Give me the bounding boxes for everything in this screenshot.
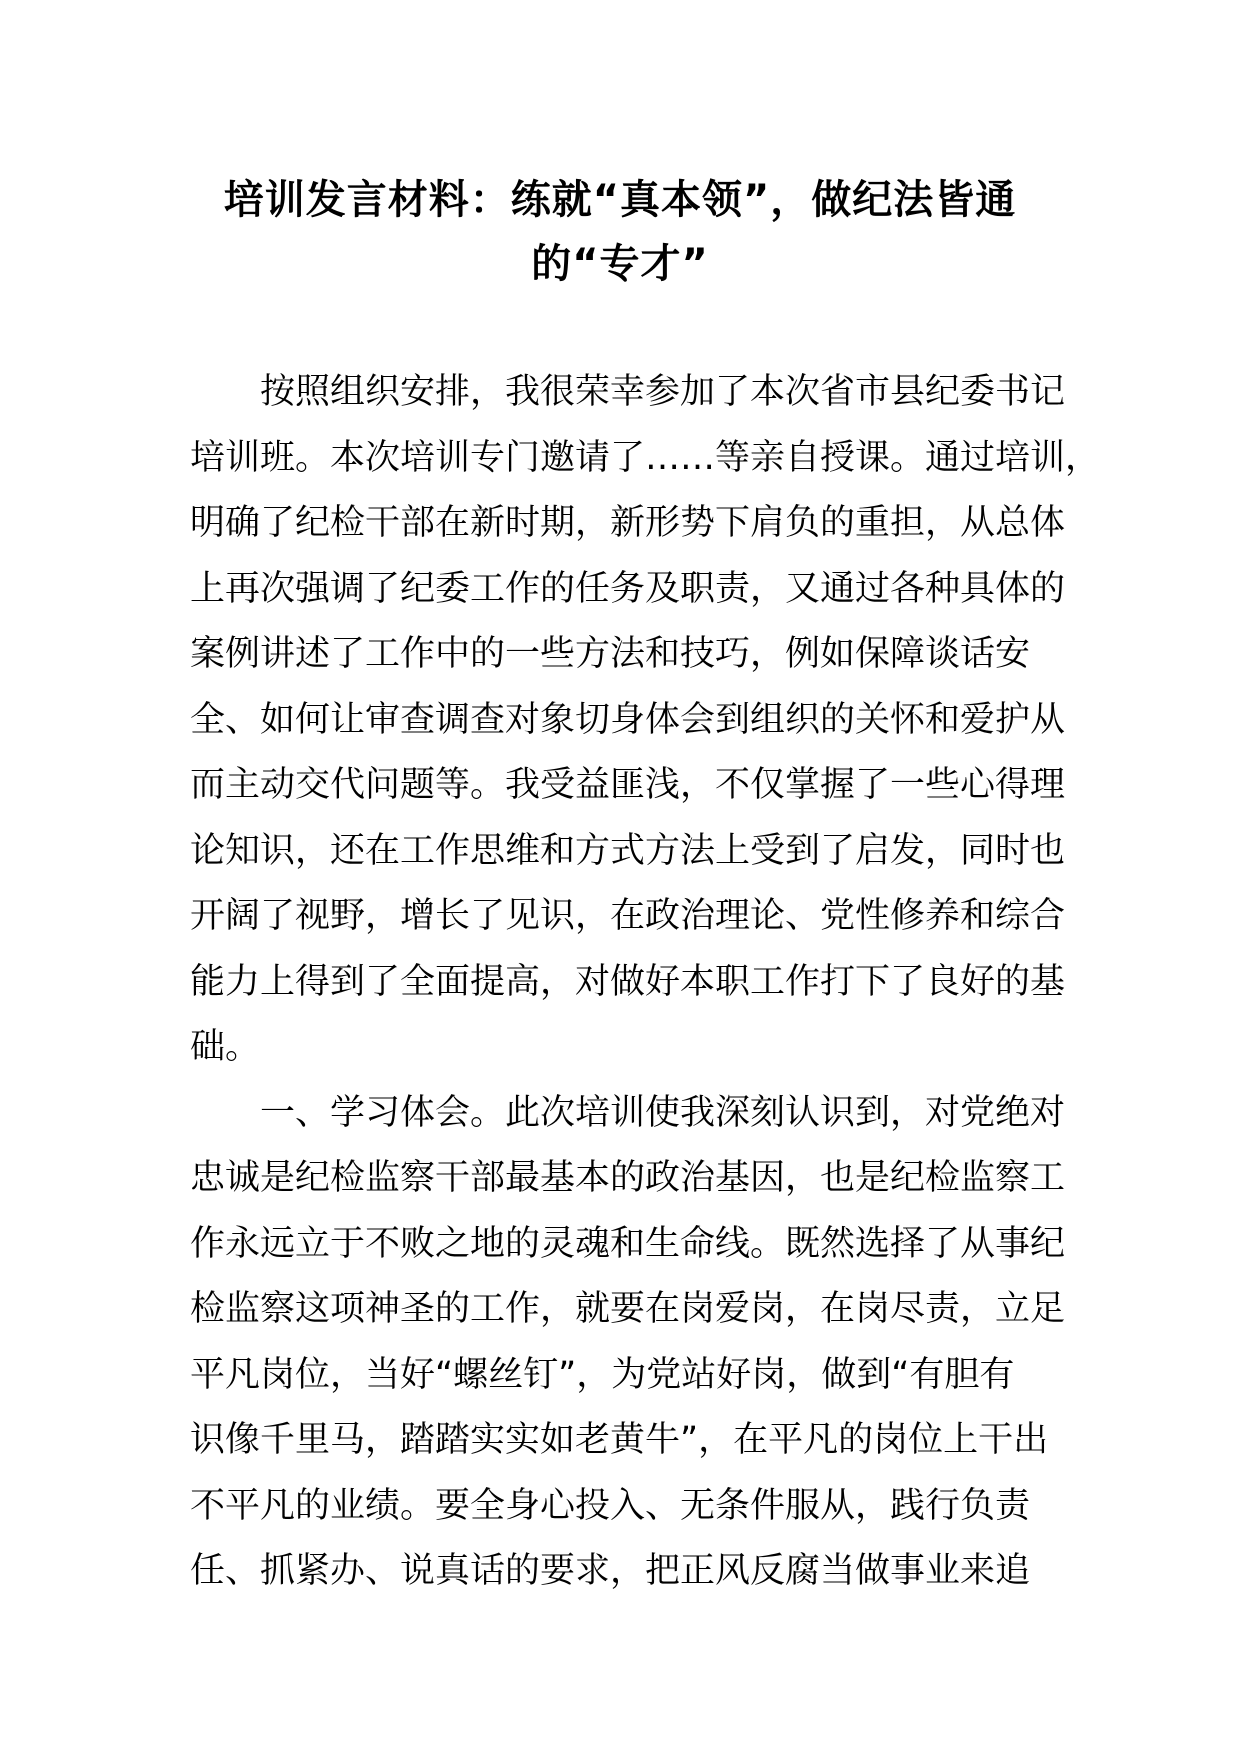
text-line: 任、抓紧办、说真话的要求，把正风反腐当做事业来追: [190, 1551, 1031, 1591]
text-line: 不平凡的业绩。要全身心投入、无条件服从，践行负责: [190, 1485, 1031, 1526]
text-line: 平凡岗位，当好“螺丝钉”，为党站好岗，做到“有胆有: [190, 1354, 1015, 1395]
paragraph-learning: [190, 1081, 1070, 1605]
title-line: 培训发言材料：练就“真本领”，做纪法皆通: [223, 177, 1017, 223]
text-line: 作永远立于不败之地的灵魂和生命线。既然选择了从事纪: [190, 1223, 1066, 1264]
paragraph-intro: [190, 360, 1101, 1081]
text-line: 明确了纪检干部在新时期，新形势下肩负的重担，从总体: [190, 503, 1066, 543]
document-title: [160, 168, 1080, 296]
text-line: 开阔了视野，增长了见识，在政治理论、党性修养和综合: [190, 896, 1066, 936]
text-line: 全、如何让审查调查对象切身体会到组织的关怀和爱护从: [190, 699, 1066, 740]
text-line: 培训班。本次培训专门邀请了……等亲自授课。通过培训，: [190, 437, 1101, 478]
text-line: 检监察这项神圣的工作，就要在岗爱岗，在岗尽责，立足: [190, 1289, 1066, 1329]
text-line: 案例讲述了工作中的一些方法和技巧，例如保障谈话安: [190, 634, 1031, 674]
text-line: 一、学习体会。此次培训使我深刻认识到，对党绝对: [260, 1092, 1066, 1133]
document-body: [190, 360, 1101, 1605]
text-line: 论知识，还在工作思维和方式方法上受到了启发，同时也: [190, 830, 1066, 871]
text-line: 础。: [190, 1027, 261, 1067]
text-line: 上再次强调了纪委工作的任务及职责，又通过各种具体的: [190, 568, 1066, 609]
text-line: 能力上得到了全面提高，对做好本职工作打下了良好的基: [190, 961, 1066, 1002]
text-line: 识像千里马，踏踏实实如老黄牛”，在平凡的岗位上干出: [190, 1420, 1049, 1460]
text-line: 按照组织安排，我很荣幸参加了本次省市县纪委书记: [260, 372, 1066, 412]
text-line: 忠诚是纪检监察干部最基本的政治基因，也是纪检监察工: [190, 1158, 1066, 1198]
text-line: 而主动交代问题等。我受益匪浅，不仅掌握了一些心得理: [190, 765, 1066, 805]
title-line: 的“专才”: [531, 241, 709, 287]
